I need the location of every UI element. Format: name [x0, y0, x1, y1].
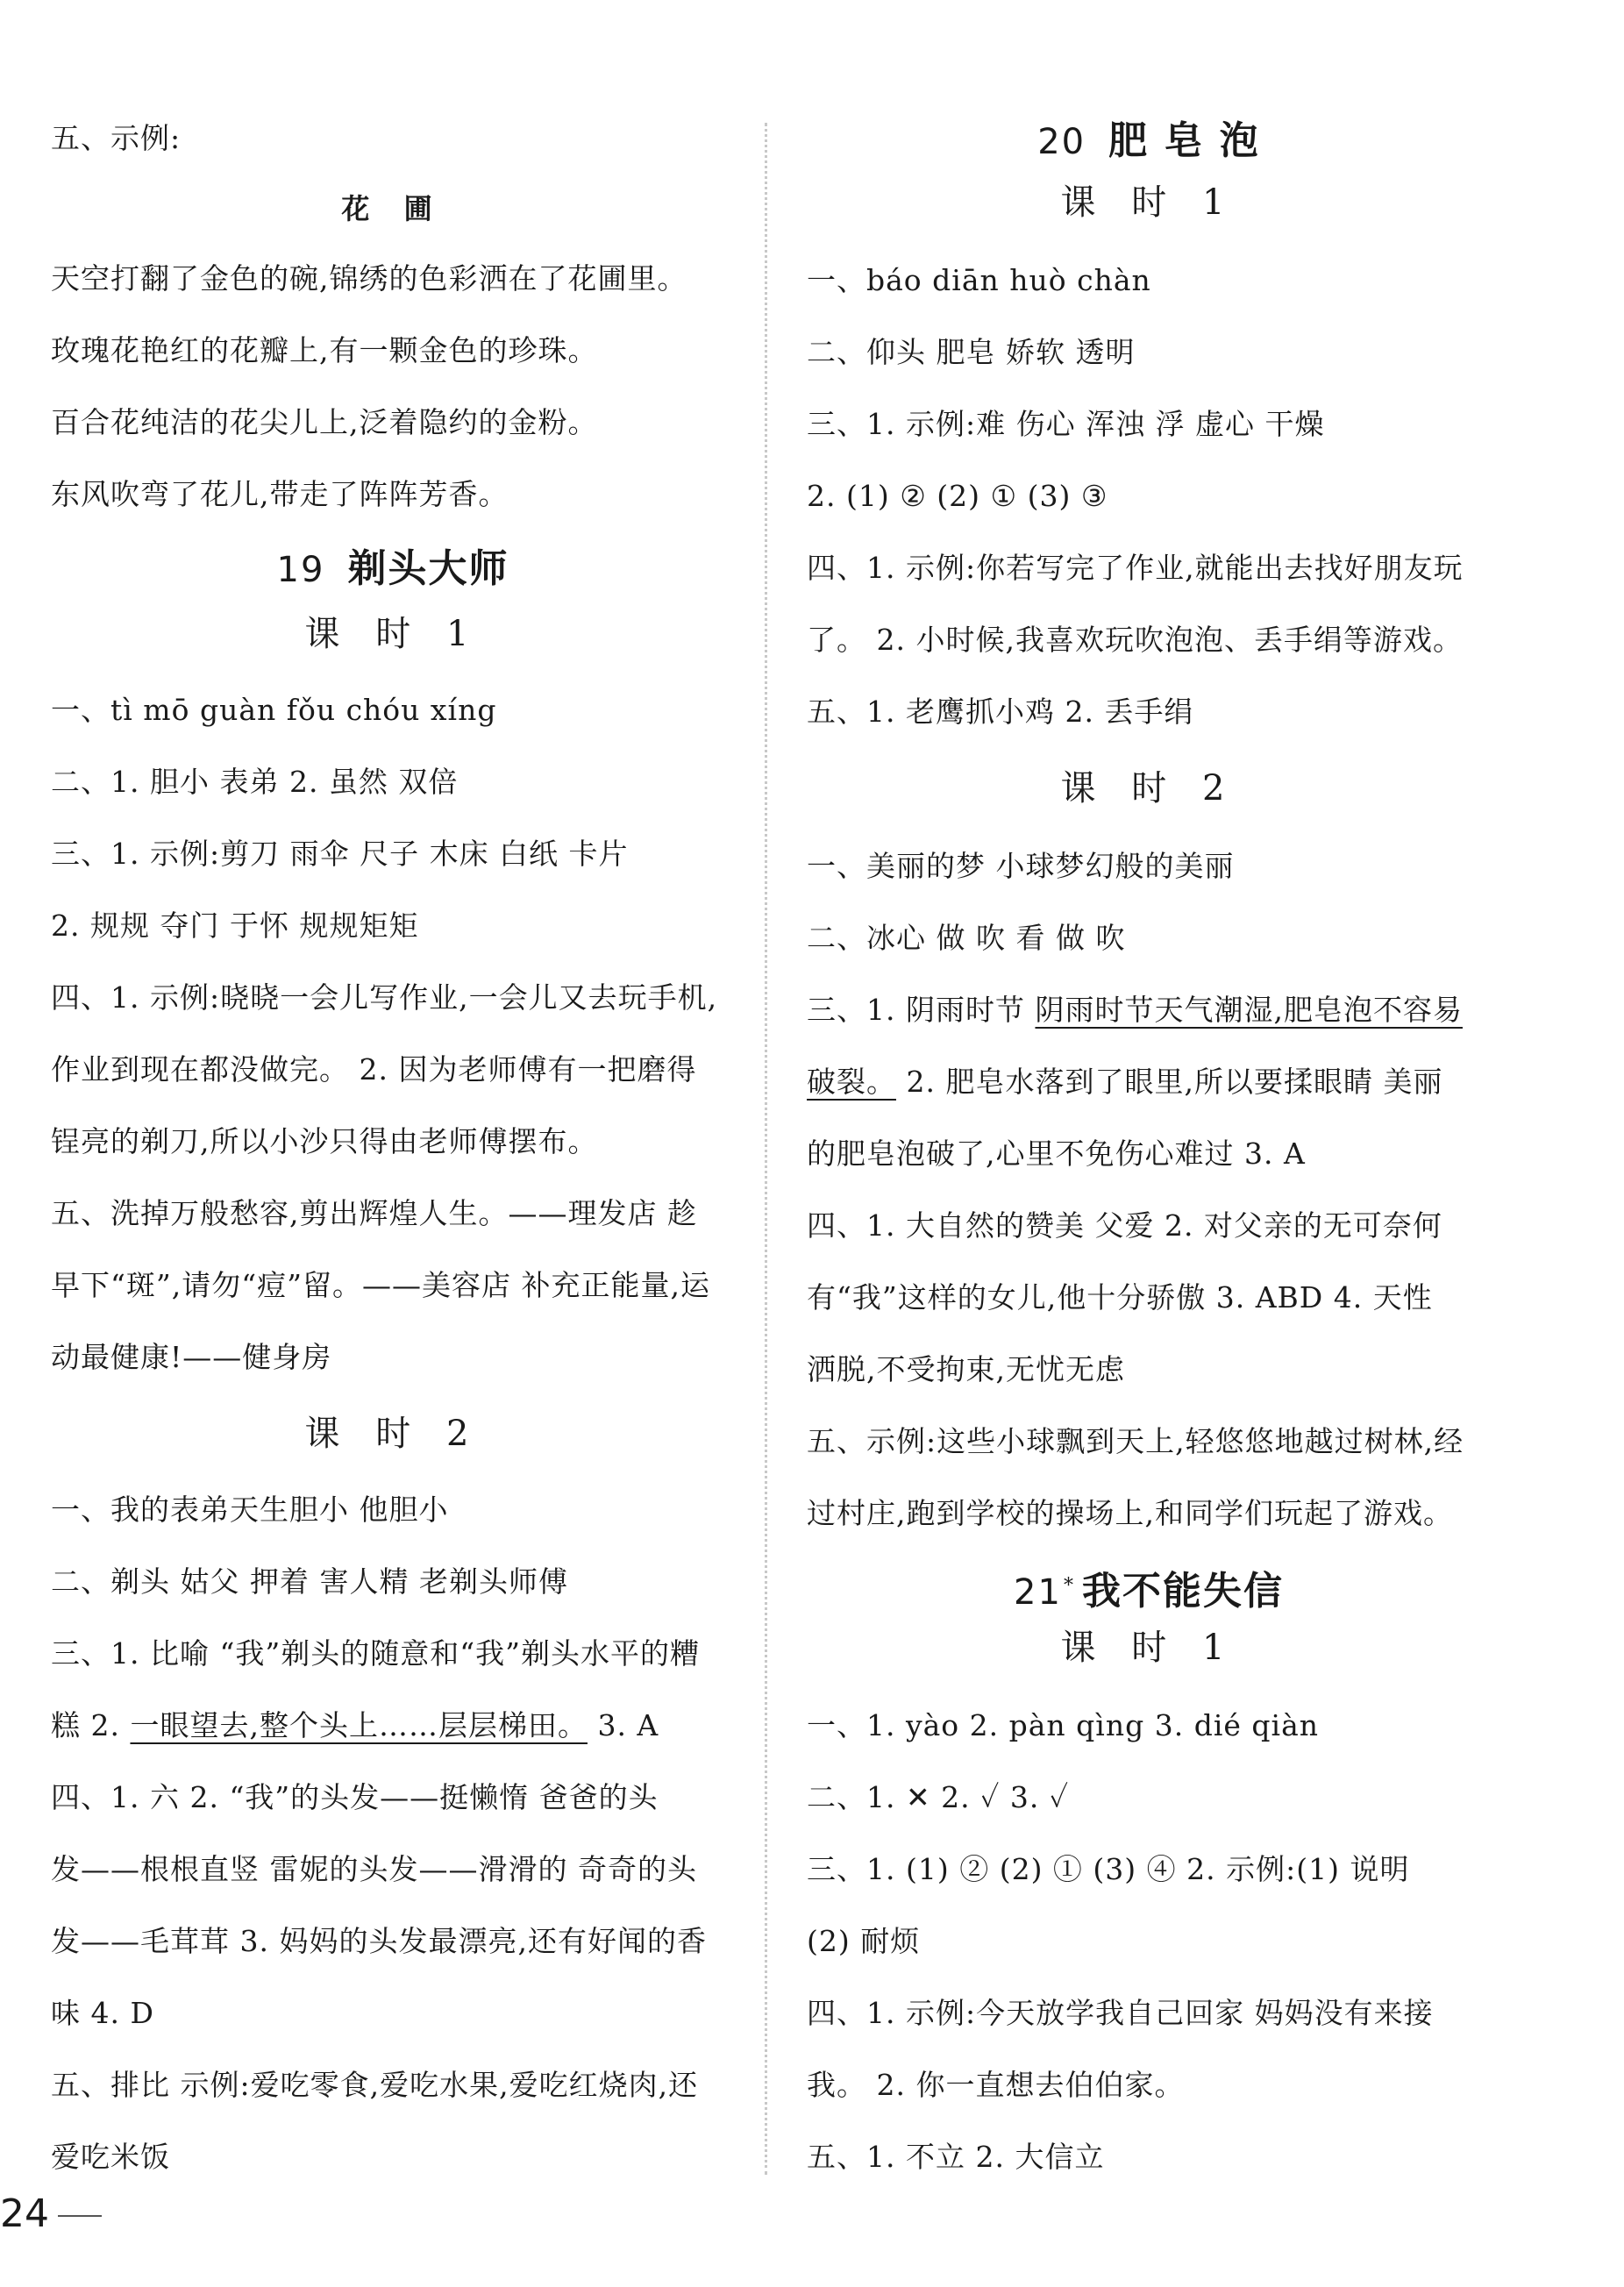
essay-title: 花 圃 [341, 192, 445, 225]
answer-line: 一、báo diān huò chàn [807, 263, 1151, 297]
lesson-number: 20 [1037, 122, 1086, 162]
answer-line: 一、tì mō guàn fǒu chóu xíng [51, 693, 497, 727]
lesson-number: 19 [276, 550, 325, 590]
lesson-21-title [807, 1564, 1491, 1614]
answer-line [51, 1708, 659, 1743]
answer-line: 五、1. 老鹰抓小鸡 2. 丢手绢 [807, 695, 1194, 729]
lesson-name: 我不能失信 [1081, 1569, 1284, 1614]
session-1-heading: 课 时 1 [1060, 1628, 1237, 1668]
answer-line: 五、洗掉万般愁容,剪出辉煌人生。——理发店 趁 [51, 1196, 697, 1230]
answer-line: (2) 耐烦 [807, 1924, 921, 1958]
answer-line: 锃亮的剃刀,所以小沙只得由老师傅摆布。 [51, 1124, 598, 1158]
session-1-heading: 课 时 1 [304, 614, 481, 654]
underlined-answer: 一眼望去,整个头上……层层梯田。 [130, 1708, 588, 1742]
page-number-rule [58, 2215, 102, 2217]
answer-text: 糕 2. [51, 1708, 131, 1742]
answer-line: 四、1. 六 2. “我”的头发——挺懒惰 爸爸的头 [51, 1780, 659, 1814]
answer-line: 发——毛茸茸 3. 妈妈的头发最漂亮,还有好闻的香 [51, 1924, 707, 1958]
answer-line [807, 1065, 1442, 1100]
lesson-name: 肥 皂 泡 [1108, 118, 1260, 163]
underlined-answer: 阴雨时节天气潮湿,肥皂泡不容易 [1035, 993, 1463, 1027]
answer-line: 二、仰头 肥皂 娇软 透明 [807, 335, 1136, 369]
lesson-20-title [807, 119, 1491, 164]
lesson-number: 21 [1014, 1572, 1062, 1613]
answer-line: 一、1. yào 2. pàn qìng 3. dié qiàn [807, 1708, 1319, 1742]
answer-line: 一、我的表弟天生胆小 他胆小 [51, 1493, 449, 1527]
answer-line: 三、1. 示例:剪刀 雨伞 尺子 木床 白纸 卡片 [51, 837, 629, 871]
answer-line: 作业到现在都没做完。 2. 因为老师傅有一把磨得 [51, 1052, 697, 1087]
answer-line: 有“我”这样的女儿,他十分骄傲 3. ABD 4. 天性 [807, 1280, 1433, 1314]
lesson-name: 剃头大师 [347, 546, 509, 591]
answer-line: 动最健康!——健身房 [51, 1340, 332, 1374]
answer-line [807, 993, 1463, 1028]
answer-line: 五、示例:这些小球飘到天上,轻悠悠地越过树林,经 [807, 1424, 1464, 1458]
answer-line: 我。 2. 你一直想去伯伯家。 [807, 2068, 1185, 2102]
essay-line: 百合花纯洁的花尖儿上,泛着隐约的金粉。 [51, 405, 598, 439]
session-2-heading: 课 时 2 [1060, 768, 1237, 809]
optional-lesson-mark: * [1063, 1575, 1075, 1597]
answer-line: 二、1. 胆小 表弟 2. 虽然 双倍 [51, 765, 459, 799]
answer-line: 二、冰心 做 吹 看 做 吹 [807, 921, 1126, 955]
underlined-answer: 破裂。 [807, 1065, 896, 1099]
lesson-19-title [51, 547, 735, 592]
answer-line: 三、1. 示例:难 伤心 浑浊 浮 虚心 干燥 [807, 407, 1325, 441]
answer-line: 五、1. 不立 2. 大信立 [807, 2140, 1105, 2174]
answer-line: 爱吃米饭 [51, 2140, 170, 2174]
column-divider [765, 123, 767, 2175]
answer-line: 四、1. 示例:晓晓一会儿写作业,一会儿又去玩手机, [51, 980, 718, 1015]
page-number: 24 [0, 2191, 49, 2236]
answer-text: 3. A [587, 1708, 659, 1742]
essay-line: 玫瑰花艳红的花瓣上,有一颗金色的珍珠。 [51, 333, 598, 367]
answer-line: 2. (1) ② (2) ① (3) ③ [807, 479, 1108, 513]
answer-text: 2. 肥皂水落到了眼里,所以要揉眼睛 美丽 [896, 1065, 1443, 1099]
session-1-heading: 课 时 1 [1060, 182, 1237, 223]
essay-line: 天空打翻了金色的碗,锦绣的色彩洒在了花圃里。 [51, 261, 687, 296]
answer-line: 了。 2. 小时候,我喜欢玩吹泡泡、丢手绢等游戏。 [807, 623, 1463, 657]
essay-line: 东风吹弯了花儿,带走了阵阵芳香。 [51, 477, 509, 511]
answer-line: 过村庄,跑到学校的操场上,和同学们玩起了游戏。 [807, 1496, 1453, 1530]
answer-line: 2. 规规 夺门 于怀 规规矩矩 [51, 908, 419, 943]
answer-line: 味 4. D [51, 1996, 154, 2030]
answer-line: 早下“斑”,请勿“痘”留。——美容店 补充正能量,运 [51, 1268, 710, 1302]
answer-line: 四、1. 示例:你若写完了作业,就能出去找好朋友玩 [807, 551, 1464, 585]
answer-line: 发——根根直竖 雷妮的头发——滑滑的 奇奇的头 [51, 1852, 697, 1886]
answer-line: 四、1. 示例:今天放学我自己回家 妈妈没有来接 [807, 1996, 1434, 2030]
answer-line: 的肥皂泡破了,心里不免伤心难过 3. A [807, 1136, 1306, 1171]
answer-line: 一、美丽的梦 小球梦幻般的美丽 [807, 849, 1235, 883]
answer-line: 五、排比 示例:爱吃零食,爱吃水果,爱吃红烧肉,还 [51, 2068, 699, 2102]
answer-line: 洒脱,不受拘束,无忧无虑 [807, 1352, 1125, 1386]
answer-line: 二、剃头 姑父 押着 害人精 老剃头师傅 [51, 1564, 568, 1599]
section-5-label: 五、示例: [51, 121, 182, 155]
answer-text: 三、1. 阴雨时节 [807, 993, 1036, 1027]
answer-line: 四、1. 大自然的赞美 父爱 2. 对父亲的无可奈何 [807, 1208, 1442, 1243]
answer-line: 三、1. 比喻 “我”剃头的随意和“我”剃头水平的糟 [51, 1636, 700, 1671]
answer-line: 二、1. ✕ 2. ✓ 3. ✓ [807, 1780, 1070, 1814]
session-2-heading: 课 时 2 [304, 1414, 481, 1454]
answer-line: 三、1. (1) ② (2) ① (3) ④ 2. 示例:(1) 说明 [807, 1852, 1410, 1886]
